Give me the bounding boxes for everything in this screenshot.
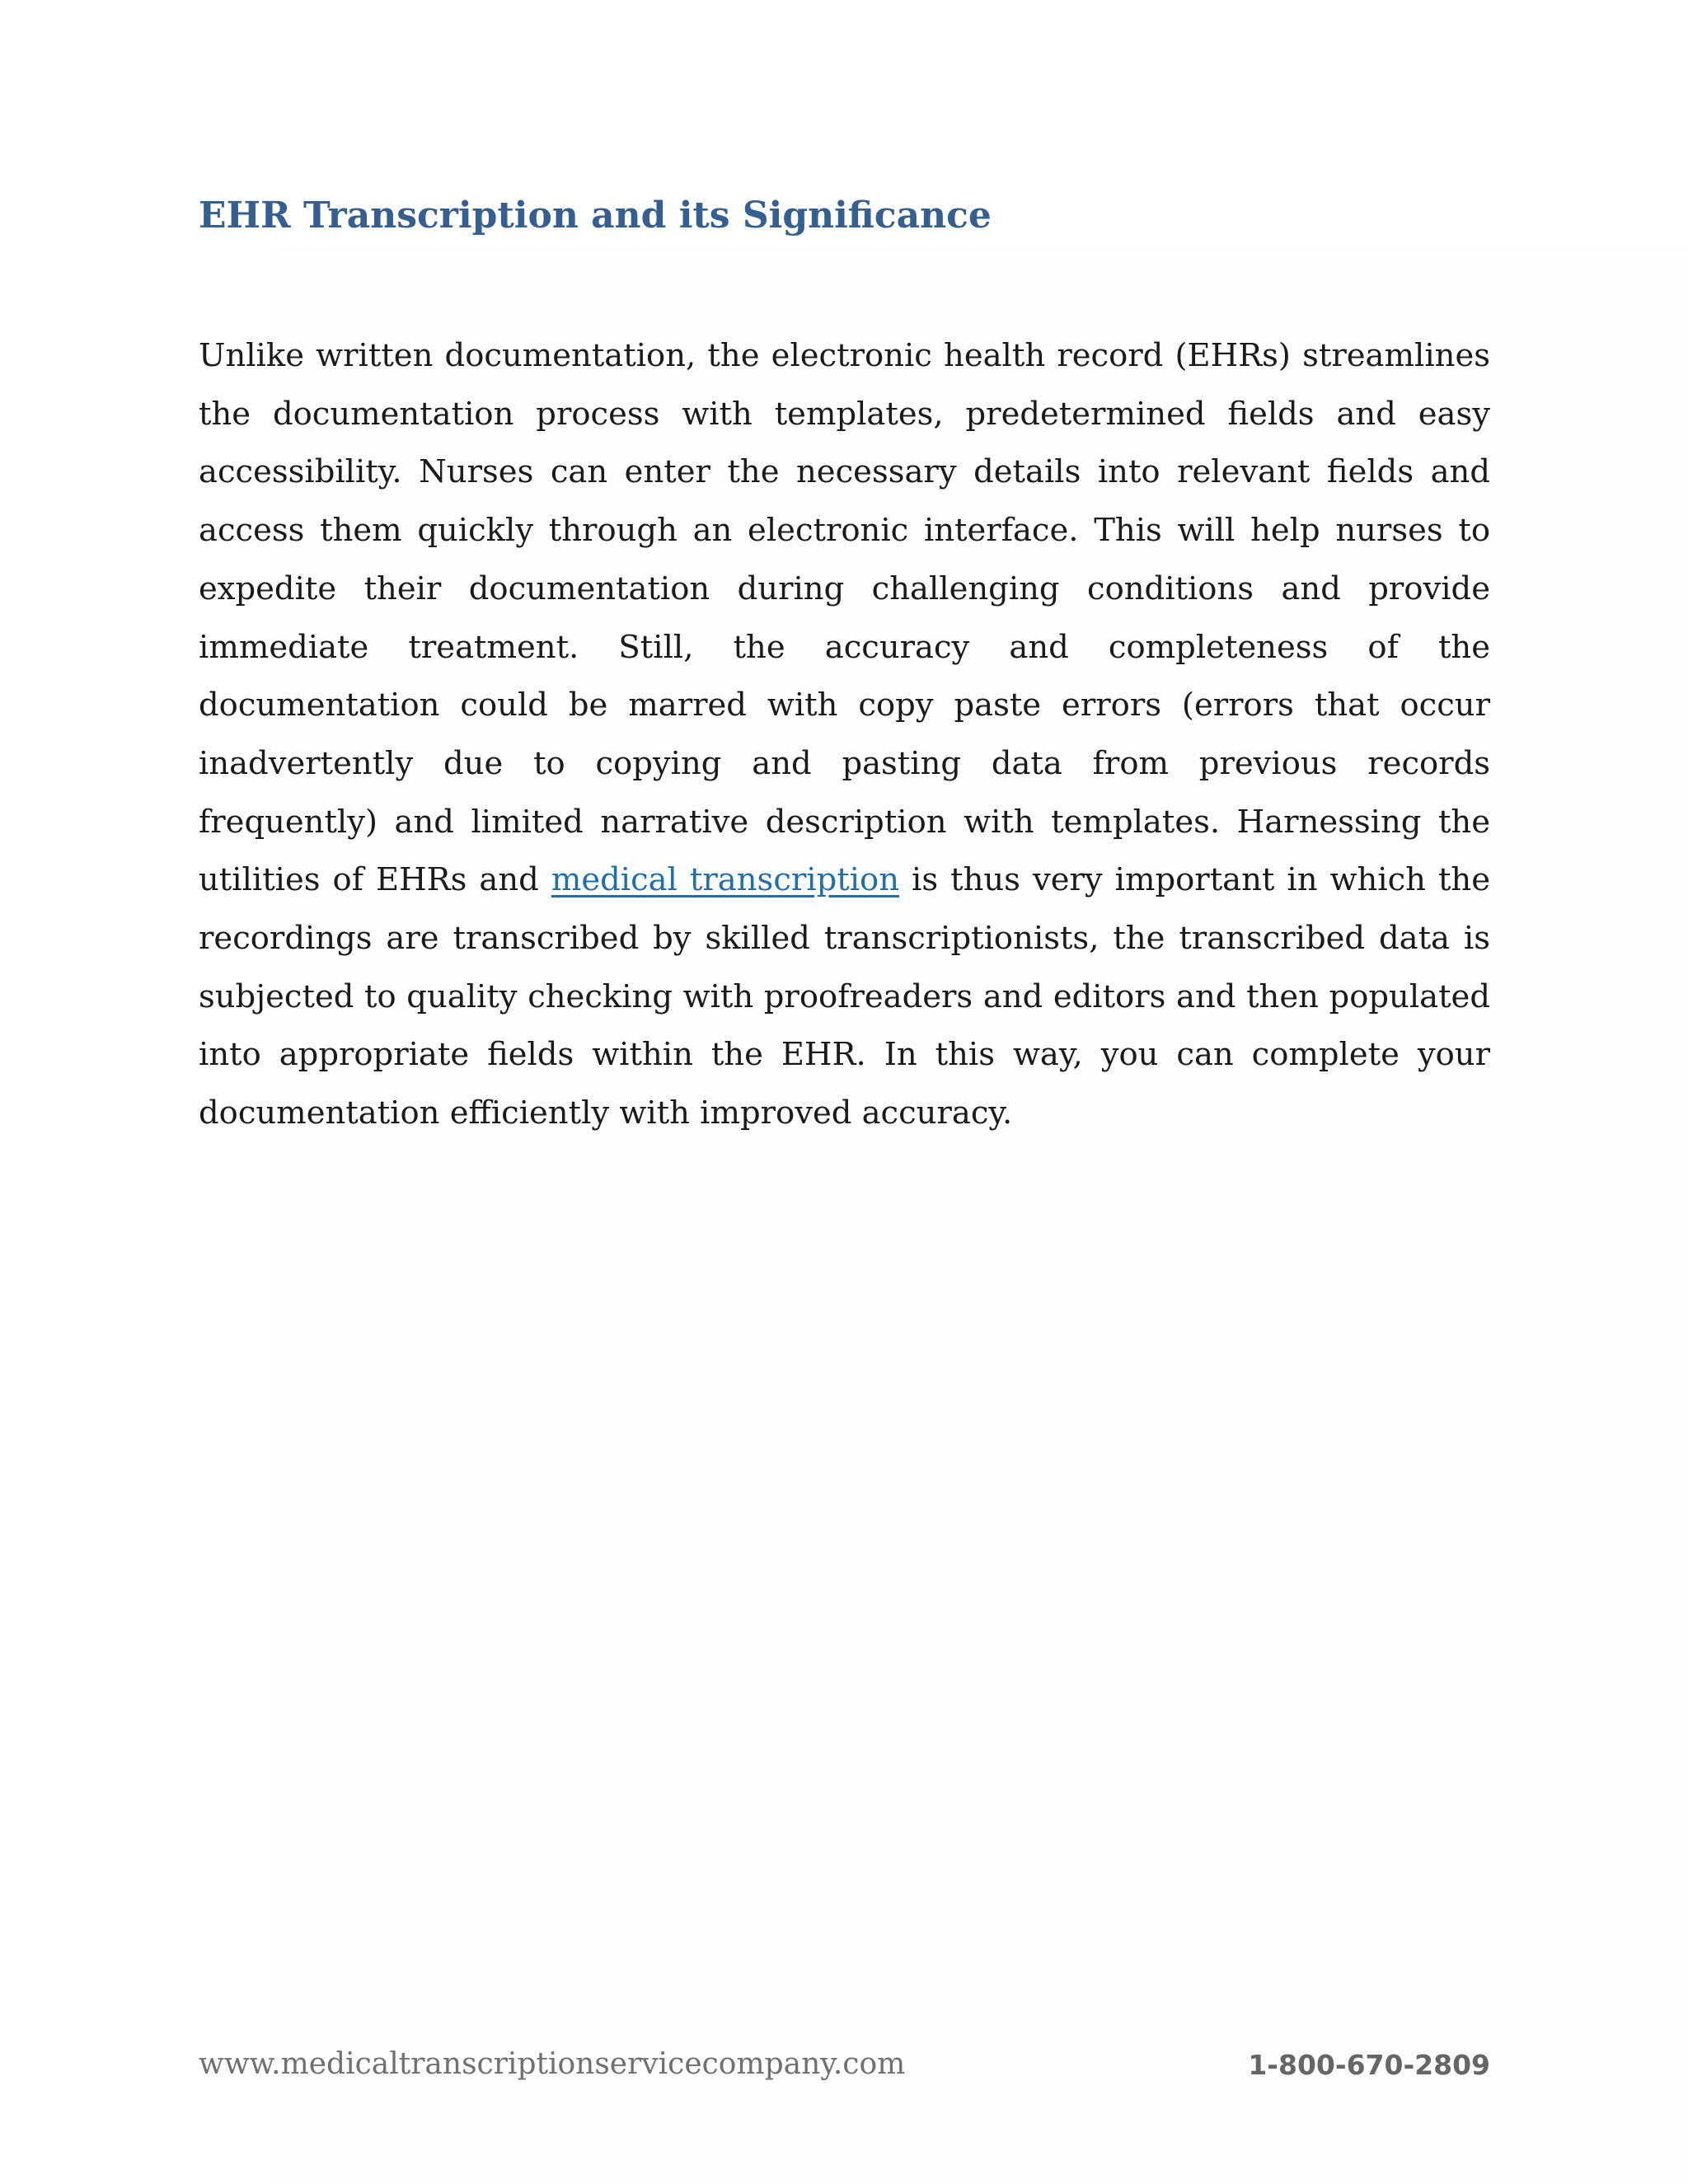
paragraph-text-after-link: is thus very important in which the recordings are transcribed by skilled transcriptionists, the transcribed data is subjected to quality checking with proofreaders and editors and then populated into appropriate fields within the EHR. In this way, you can complete your documentation efficiently with improved accuracy. xyxy=(199,861,1491,1132)
footer-website: www.medicaltranscriptionservicecompany.com xyxy=(199,2047,906,2081)
paragraph-text-before-link: Unlike written documentation, the electronic health record (EHRs) streamlines the documentation process with templates, predetermined fields and easy accessibility. Nurses can enter the necessary details into relevant fields and access them quickly through an electronic interface. This will help nurses to expedite their documentation during challenging conditions and provide immediate treatment. Still, the accuracy and completeness of the documentation could be marred with copy paste errors (errors that occur inadvertently due to copying and pasting data from previous records frequently) and limited narrative description with templates. Harnessing the utilities of EHRs and xyxy=(199,337,1490,899)
page-title: EHR Transcription and its Significance xyxy=(199,194,992,237)
footer-phone: 1-800-670-2809 xyxy=(1248,2049,1490,2081)
body-paragraph xyxy=(199,327,1490,1143)
medical-transcription-link[interactable]: medical transcription xyxy=(551,861,900,899)
